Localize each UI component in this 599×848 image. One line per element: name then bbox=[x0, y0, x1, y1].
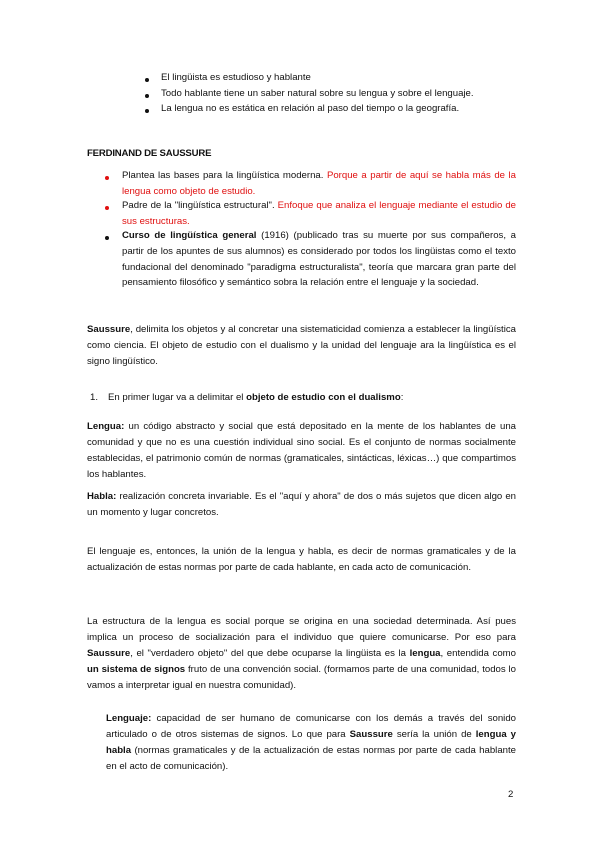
lenguaje-definition bbox=[106, 711, 516, 775]
lengua-term: lengua bbox=[409, 648, 441, 659]
lengua-definition bbox=[87, 419, 516, 483]
book-title: Curso de lingüística general bbox=[122, 230, 257, 241]
estructura-paragraph bbox=[87, 614, 516, 694]
bullet-red-text: Porque a partir de aquí se habla más de la lengua como objeto de estudio. bbox=[122, 170, 516, 197]
bullet-icon bbox=[105, 176, 109, 180]
saussure-name: Saussure bbox=[87, 648, 131, 659]
intro-bullet-3: La lengua no es estática en relación al paso del tiempo o la geografía. bbox=[161, 103, 460, 114]
bullet-text: Padre de la "lingüística estructural". bbox=[122, 200, 275, 211]
habla-text: realización concreta invariable. Es el "aquí y ahora" de dos o más sujetos que dicen algo en un momento y lugar concretos. bbox=[87, 491, 516, 518]
estructura-text-1: La estructura de la lengua es social porque se origina en una sociedad determinada. Así pues implica un proceso de socialización para el individuo que quiere comunicarse. Por eso para bbox=[87, 616, 516, 643]
bullet-red-text: Enfoque que analiza el lenguaje mediante el estudio de sus estructuras. bbox=[122, 200, 517, 227]
saussure-bullet-1 bbox=[122, 168, 516, 199]
section-heading-saussure: FERDINAND DE SAUSSURE bbox=[87, 148, 212, 159]
intro-bullet-2: Todo hablante tiene un saber natural sobre su lengua y sobre el lenguaje. bbox=[161, 88, 474, 99]
lengua-habla-term: lengua y habla bbox=[106, 729, 516, 756]
saussure-name: Saussure bbox=[349, 729, 393, 740]
numbered-item-end: : bbox=[400, 392, 404, 403]
bullet-icon bbox=[145, 94, 149, 98]
saussure-name: Saussure bbox=[87, 324, 131, 335]
lenguaje-text-3: (normas gramaticales y de la actualización de estas normas por parte de cada hablante en el acto de comunicación). bbox=[106, 745, 516, 772]
bullet-icon bbox=[145, 78, 149, 82]
lenguaje-text-2: sería la unión de bbox=[392, 729, 476, 740]
paragraph-text: , delimita los objetos y al concretar una sistematicidad comienza a establecer la lingüística como ciencia. El objeto de estudio con el dualismo y la unidad del lenguaje ara la lingüística es el signo lingüístico. bbox=[87, 324, 516, 367]
lengua-term: Lengua: bbox=[87, 421, 125, 432]
bullet-icon bbox=[105, 206, 109, 210]
lengua-text: un código abstracto y social que está depositado en la mente de los hablantes de una comunidad y que no es una cuestión individual sino social. Es el conjunto de normas socialmente establecidas, el patrimonio común de normas (gramaticales, sintácticas, léxicas…) que compartimos los hablantes. bbox=[87, 421, 516, 480]
habla-term: Habla: bbox=[87, 491, 117, 502]
intro-bullet-1: El lingüista es estudioso y hablante bbox=[161, 72, 311, 83]
bullet-icon bbox=[145, 109, 149, 113]
bullet-icon bbox=[105, 236, 109, 240]
numbered-item-number: 1. bbox=[90, 392, 99, 403]
page-number: 2 bbox=[508, 789, 514, 800]
lenguaje-term: Lenguaje: bbox=[106, 713, 152, 724]
bullet-text: (1916) (publicado tras su muerte por sus compañeros, a partir de los apuntes de sus alumnos) es considerado por todos los lingüistas como el texto fundacional del denominado "paradigma estructuralista", teoría que marcara gran parte del pensamiento filosófico y semántico sobra la relación entre el lenguaje y la sociedad. bbox=[122, 230, 516, 289]
saussure-bullet-3 bbox=[122, 228, 516, 291]
estructura-text-3: , entendida como bbox=[440, 648, 516, 659]
numbered-item-bold: objeto de estudio con el dualismo bbox=[246, 392, 401, 403]
bullet-text: Plantea las bases para la lingüística moderna. bbox=[122, 170, 324, 181]
lenguaje-text-1: capacidad de ser humano de comunicarse con los demás a través del sonido articulado o de otros sistemas de signos. Lo que para bbox=[106, 713, 516, 740]
habla-definition bbox=[87, 489, 516, 521]
estructura-text-4: fruto de una convención social. (formamos parte de una comunidad, todos lo vamos a interpretar igual en nuestra comunidad). bbox=[87, 664, 516, 691]
saussure-bullet-2 bbox=[122, 198, 516, 229]
sistema-signos-term: un sistema de signos bbox=[87, 664, 186, 675]
numbered-item-1 bbox=[108, 390, 528, 406]
estructura-text-2: , el "verdadero objeto" del que debe ocuparse la lingüista es la bbox=[130, 648, 410, 659]
saussure-paragraph bbox=[87, 322, 516, 370]
numbered-item-text: En primer lugar va a delimitar el bbox=[108, 392, 244, 403]
lenguaje-union-paragraph: El lenguaje es, entonces, la unión de la lengua y habla, es decir de normas gramaticales y de la actualización de estas normas por parte de cada hablante, en cada acto de comunicación. bbox=[87, 546, 516, 573]
